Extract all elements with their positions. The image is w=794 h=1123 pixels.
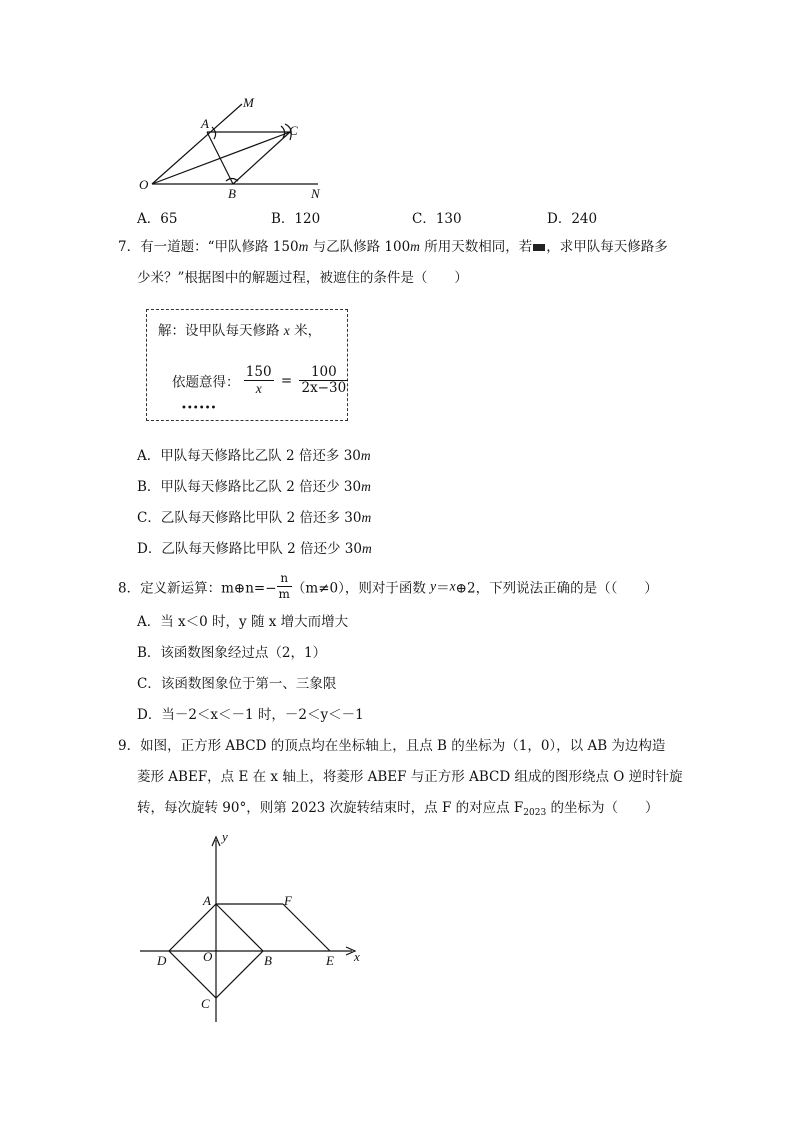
label-y-axis: y bbox=[222, 829, 228, 844]
label-B: B bbox=[228, 186, 236, 201]
fraction-n-over-m: $\frac{n}{m}$ bbox=[278, 571, 290, 601]
q6-option-d[interactable]: D．240 bbox=[547, 211, 598, 227]
q8-option-c[interactable]: C．该函数图象位于第一、三象限 bbox=[137, 676, 337, 692]
q7-stem-line2: 少米？”根据图中的解题过程，被遮住的条件是（ ） bbox=[137, 270, 468, 286]
q8-stem: 8．定义新运算：m⊕n=− $\frac{n}{m}$ （m≠0），则对于函数 y＝x⊕2，下列说法正确的是（（ ） bbox=[118, 571, 658, 601]
q7-solution-line1: 解：设甲队每天修路 x 米， bbox=[158, 323, 322, 339]
label-N: N bbox=[311, 186, 320, 201]
q7-stem-line1: 7．有一道题：“甲队修路 150m 与乙队修路 100m 所用天数相同，若 ，求甲队每天修路多 bbox=[118, 239, 668, 255]
q8-number: 8． bbox=[118, 580, 141, 597]
label-O2: O bbox=[203, 949, 213, 964]
q8-option-b[interactable]: B．该函数图象经过点（2，1） bbox=[137, 645, 327, 661]
q7-solution-equation: 依题意得： $\frac{150}{x}$ = $\frac{100}{2x-30}$ bbox=[172, 364, 347, 396]
q8-option-a[interactable]: A．当 x＜0 时，y 随 x 增大而增大 bbox=[137, 614, 349, 630]
q7-option-d[interactable]: D．乙队每天修路比甲队 2 倍还少 30m bbox=[137, 541, 372, 557]
q7-solution-dots: •••••• bbox=[181, 403, 217, 414]
q7-option-c[interactable]: C．乙队每天修路比甲队 2 倍还多 30m bbox=[137, 510, 372, 526]
q7-option-a[interactable]: A．甲队每天修路比乙队 2 倍还多 30m bbox=[137, 448, 371, 464]
q9-stem-line1: 9．如图，正方形 ABCD 的顶点均在坐标轴上，且点 B 的坐标为（1，0），以 AB 为边构造 bbox=[118, 738, 666, 754]
label-C: C bbox=[289, 123, 298, 138]
q7-option-b[interactable]: B．甲队每天修路比乙队 2 倍还少 30m bbox=[137, 479, 371, 495]
label-B2: B bbox=[264, 953, 272, 968]
label-D: D bbox=[157, 953, 167, 968]
label-M: M bbox=[243, 95, 254, 110]
label-E: E bbox=[326, 953, 334, 968]
q8-option-d[interactable]: D．当－2＜x＜－1 时，－2＜y＜－1 bbox=[137, 707, 364, 723]
q9-number: 9． bbox=[118, 738, 141, 754]
label-F: F bbox=[284, 893, 292, 908]
label-A2: A bbox=[203, 893, 211, 908]
q6-option-a[interactable]: A．65 bbox=[137, 211, 178, 227]
q6-option-c[interactable]: C．130 bbox=[412, 211, 462, 227]
label-x-axis: x bbox=[354, 949, 360, 964]
q6-option-b[interactable]: B．120 bbox=[271, 211, 321, 227]
q9-stem-line3: 转，每次旋转 90°，则第 2023 次旋转结束时，点 F 的对应点 $F_{2023}$ 的坐标为（ ） bbox=[137, 800, 659, 818]
q7-number: 7． bbox=[118, 239, 141, 255]
label-O: O bbox=[139, 177, 149, 192]
fraction-100-over-2x-30: $\frac{100}{2x-30}$ bbox=[301, 364, 347, 396]
label-A: A bbox=[201, 116, 209, 131]
label-C2: C bbox=[201, 996, 210, 1011]
fraction-150-over-x: $\frac{150}{x}$ bbox=[245, 364, 272, 396]
q9-stem-line2: 菱形 ABEF，点 E 在 x 轴上，将菱形 ABEF 与正方形 ABCD 组成的图形绕点 O 逆时针旋 bbox=[137, 769, 683, 785]
